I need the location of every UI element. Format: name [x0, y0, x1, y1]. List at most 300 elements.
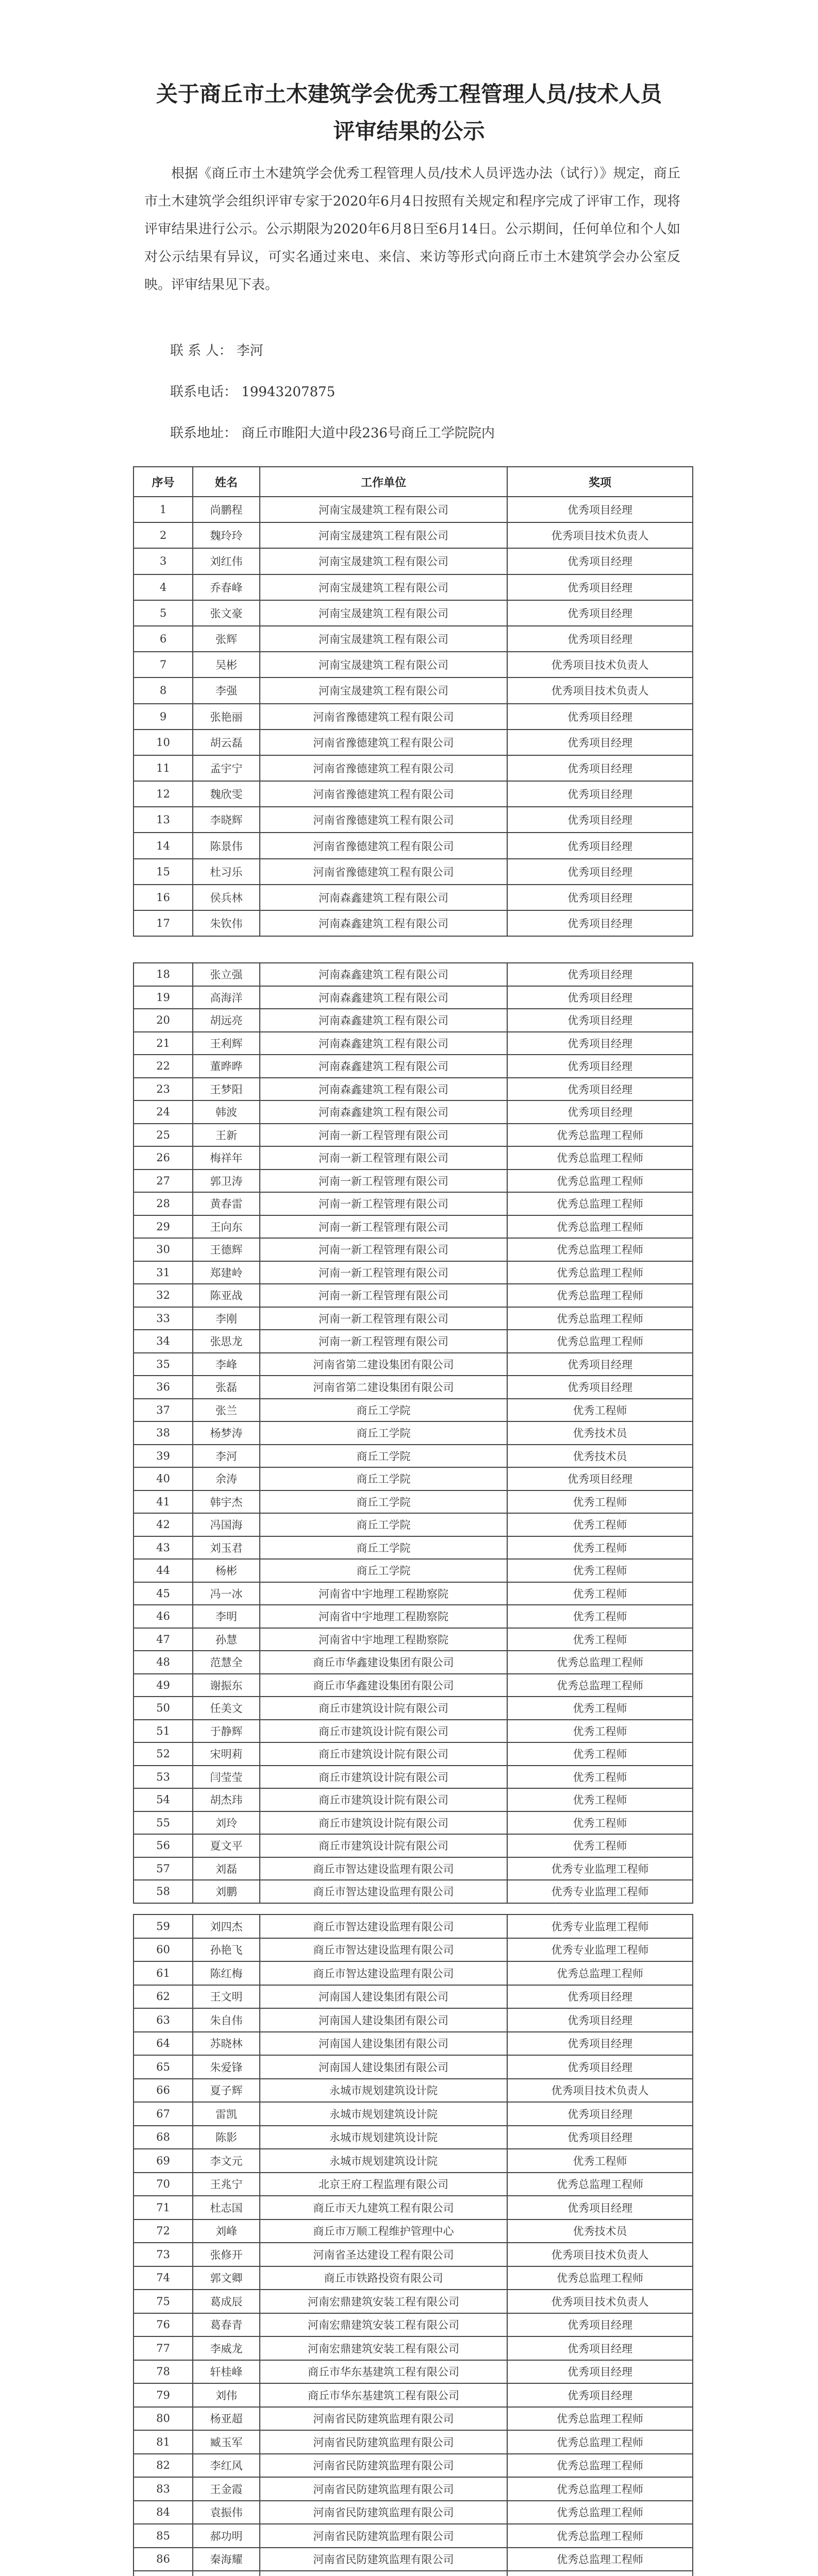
work-unit: 商丘市智达建设监理有限公司	[260, 1857, 507, 1880]
row-number: 53	[133, 1766, 193, 1789]
person-name: 乔春峰	[193, 574, 260, 600]
row-number: 8	[133, 677, 193, 703]
work-unit: 河南一新工程管理有限公司	[260, 1146, 507, 1170]
person-name: 葛成辰	[193, 2290, 260, 2313]
person-name: 秦海耀	[193, 2548, 260, 2571]
person-name: 李明	[193, 1605, 260, 1628]
work-unit: 商丘市建筑设计院有限公司	[260, 1788, 507, 1811]
row-number: 74	[133, 2266, 193, 2290]
table-row	[133, 1238, 693, 1261]
header-no: 序号	[133, 467, 193, 497]
table-row	[133, 1697, 693, 1720]
table-row	[133, 1215, 693, 1239]
work-unit: 河南一新工程管理有限公司	[260, 1192, 507, 1215]
person-name: 胡远亮	[193, 1009, 260, 1032]
table-row	[133, 2430, 693, 2454]
row-number: 56	[133, 1834, 193, 1857]
award-name: 优秀总监理工程师	[507, 1238, 693, 1261]
table-row	[133, 1376, 693, 1399]
person-name: 陈影	[193, 2126, 260, 2149]
award-name: 优秀总监理工程师	[507, 1215, 693, 1239]
person-name: 董晔晔	[193, 1055, 260, 1078]
work-unit: 河南宏鼎建筑安装工程有限公司	[260, 2290, 507, 2313]
award-name: 优秀项目经理	[507, 885, 693, 910]
award-name: 优秀项目经理	[507, 626, 693, 652]
person-name: 张文豪	[193, 600, 260, 626]
work-unit: 河南省民防建筑监理有限公司	[260, 2430, 507, 2454]
row-number: 66	[133, 2079, 193, 2103]
row-number: 50	[133, 1697, 193, 1720]
work-unit: 河南一新工程管理有限公司	[260, 1238, 507, 1261]
table-row	[133, 730, 693, 755]
table-row	[133, 781, 693, 807]
contact-phone	[170, 381, 335, 400]
table-row	[133, 2243, 693, 2266]
row-number: 69	[133, 2149, 193, 2173]
award-name: 优秀工程师	[507, 1788, 693, 1811]
person-name: 冯国海	[193, 1513, 260, 1536]
person-name: 雷凯	[193, 2102, 260, 2126]
contact-person-value: 李河	[236, 343, 263, 359]
work-unit: 河南省中宇地理工程勘察院	[260, 1628, 507, 1651]
table-row	[133, 2524, 693, 2548]
award-name: 优秀项目经理	[507, 2360, 693, 2384]
table-row	[133, 2126, 693, 2149]
award-name: 优秀技术员	[507, 2219, 693, 2243]
person-name: 胡杰玮	[193, 1788, 260, 1811]
table-row	[133, 1146, 693, 1170]
award-name: 优秀项目经理	[507, 910, 693, 936]
row-number: 3	[133, 548, 193, 574]
row-number: 25	[133, 1124, 193, 1147]
row-number: 14	[133, 833, 193, 858]
award-name: 优秀工程师	[507, 1811, 693, 1835]
work-unit: 商丘市天九建筑工程有限公司	[260, 2196, 507, 2219]
work-unit: 河南森鑫建筑工程有限公司	[260, 1032, 507, 1055]
work-unit: 永城市规划建筑设计院	[260, 2079, 507, 2103]
table-row	[133, 1330, 693, 1353]
row-number: 49	[133, 1674, 193, 1697]
row-number: 39	[133, 1445, 193, 1468]
table-row	[133, 2548, 693, 2571]
work-unit: 河南省民防建筑监理有限公司	[260, 2454, 507, 2478]
work-unit: 北京王府工程监理有限公司	[260, 2173, 507, 2196]
person-name: 范慧全	[193, 1651, 260, 1674]
person-name: 李强	[193, 677, 260, 703]
person-name: 苏晓林	[193, 2032, 260, 2056]
work-unit: 河南森鑫建筑工程有限公司	[260, 963, 507, 986]
award-name: 优秀项目经理	[507, 730, 693, 755]
work-unit: 河南一新工程管理有限公司	[260, 1330, 507, 1353]
table-row	[133, 2360, 693, 2384]
row-number: 11	[133, 755, 193, 781]
contact-phone-value: 19943207875	[241, 384, 336, 400]
table-row	[133, 677, 693, 703]
work-unit: 河南宝晟建筑工程有限公司	[260, 497, 507, 522]
header-award: 奖项	[507, 467, 693, 497]
person-name: 葛春青	[193, 2313, 260, 2337]
table-row	[133, 2290, 693, 2313]
work-unit: 河南省豫德建筑工程有限公司	[260, 781, 507, 807]
header-unit: 工作单位	[260, 467, 507, 497]
results-table-segment	[133, 1914, 693, 2576]
table-row	[133, 2336, 693, 2360]
row-number: 70	[133, 2173, 193, 2196]
table-row	[133, 1124, 693, 1147]
person-name: 李文元	[193, 2149, 260, 2173]
person-name: 梅祥年	[193, 1146, 260, 1170]
person-name: 刘玲	[193, 1811, 260, 1835]
table-row	[133, 1284, 693, 1307]
award-name: 优秀项目经理	[507, 833, 693, 858]
work-unit: 商丘市智达建设监理有限公司	[260, 1938, 507, 1962]
person-name: 夏子辉	[193, 2079, 260, 2103]
work-unit: 商丘工学院	[260, 1536, 507, 1560]
award-name: 优秀项目技术负责人	[507, 652, 693, 677]
row-number: 62	[133, 1985, 193, 2009]
work-unit: 商丘工学院	[260, 1467, 507, 1490]
row-number: 41	[133, 1490, 193, 1514]
row-number: 40	[133, 1467, 193, 1490]
table-row	[133, 1559, 693, 1582]
person-name: 王向东	[193, 1215, 260, 1239]
row-number: 15	[133, 859, 193, 885]
work-unit: 商丘市建筑设计院有限公司	[260, 1766, 507, 1789]
award-name: 优秀总监理工程师	[507, 1651, 693, 1674]
person-name: 郑建岭	[193, 1261, 260, 1284]
award-name: 优秀总监理工程师	[507, 1961, 693, 1985]
row-number: 10	[133, 730, 193, 755]
row-number: 81	[133, 2430, 193, 2454]
table-row	[133, 1582, 693, 1605]
award-name: 优秀项目经理	[507, 2102, 693, 2126]
award-name: 优秀工程师	[507, 1605, 693, 1628]
award-name: 优秀总监理工程师	[507, 1124, 693, 1147]
row-number: 9	[133, 704, 193, 730]
row-number: 24	[133, 1100, 193, 1124]
work-unit	[260, 2571, 507, 2576]
row-number: 2	[133, 522, 193, 548]
table-row	[133, 1445, 693, 1468]
award-name: 优秀项目经理	[507, 2196, 693, 2219]
award-name: 优秀项目经理	[507, 1353, 693, 1376]
work-unit: 河南一新工程管理有限公司	[260, 1307, 507, 1330]
work-unit: 河南宏鼎建筑安装工程有限公司	[260, 2336, 507, 2360]
person-name: 张兰	[193, 1399, 260, 1422]
table-row	[133, 2477, 693, 2501]
work-unit: 河南省民防建筑监理有限公司	[260, 2407, 507, 2431]
row-number: 67	[133, 2102, 193, 2126]
award-name: 优秀工程师	[507, 1697, 693, 1720]
contact-address-value: 商丘市睢阳大道中段236号商丘工学院院内	[241, 426, 495, 441]
work-unit: 商丘工学院	[260, 1421, 507, 1445]
person-name: 李红风	[193, 2454, 260, 2478]
row-number: 35	[133, 1353, 193, 1376]
row-number: 68	[133, 2126, 193, 2149]
award-name: 优秀总监理工程师	[507, 1146, 693, 1170]
person-name: 臧玉军	[193, 2430, 260, 2454]
row-number: 7	[133, 652, 193, 677]
table-row	[133, 1605, 693, 1628]
award-name: 优秀项目技术负责人	[507, 2290, 693, 2313]
work-unit: 河南国人建设集团有限公司	[260, 1985, 507, 2009]
award-name: 优秀项目经理	[507, 755, 693, 781]
row-number: 76	[133, 2313, 193, 2337]
contact-address-label: 联系地址：	[170, 426, 238, 441]
person-name: 轩桂峰	[193, 2360, 260, 2384]
award-name: 优秀总监理工程师	[507, 1284, 693, 1307]
work-unit: 河南森鑫建筑工程有限公司	[260, 910, 507, 936]
work-unit: 河南森鑫建筑工程有限公司	[260, 1100, 507, 1124]
table-row	[133, 1985, 693, 2009]
row-number: 72	[133, 2219, 193, 2243]
person-name: 魏玲玲	[193, 522, 260, 548]
person-name: 孙慧	[193, 1628, 260, 1651]
award-name: 优秀总监理工程师	[507, 2430, 693, 2454]
award-name: 优秀总监理工程师	[507, 1674, 693, 1697]
award-name: 优秀项目经理	[507, 986, 693, 1009]
row-number: 34	[133, 1330, 193, 1353]
row-number: 43	[133, 1536, 193, 1560]
row-number: 28	[133, 1192, 193, 1215]
work-unit: 河南森鑫建筑工程有限公司	[260, 1078, 507, 1101]
row-number: 18	[133, 963, 193, 986]
award-name: 优秀项目经理	[507, 1100, 693, 1124]
work-unit: 河南省第二建设集团有限公司	[260, 1353, 507, 1376]
award-name: 优秀总监理工程师	[507, 2524, 693, 2548]
table-row	[133, 1961, 693, 1985]
row-number: 19	[133, 986, 193, 1009]
table-row	[133, 1834, 693, 1857]
person-name: 孙艳飞	[193, 1938, 260, 1962]
person-name: 谢振东	[193, 1674, 260, 1697]
row-number: 61	[133, 1961, 193, 1985]
award-name: 优秀工程师	[507, 1490, 693, 1514]
award-name: 优秀项目经理	[507, 807, 693, 833]
row-number: 86	[133, 2548, 193, 2571]
work-unit: 河南省民防建筑监理有限公司	[260, 2501, 507, 2524]
work-unit: 商丘市铁路投资有限公司	[260, 2266, 507, 2290]
row-number: 46	[133, 1605, 193, 1628]
person-name: 吴彬	[193, 652, 260, 677]
person-name: 于静辉	[193, 1720, 260, 1743]
table-row	[133, 2196, 693, 2219]
award-name: 优秀项目技术负责人	[507, 522, 693, 548]
row-number: 36	[133, 1376, 193, 1399]
table-row	[133, 1720, 693, 1743]
person-name: 黄春雷	[193, 1192, 260, 1215]
row-number: 37	[133, 1399, 193, 1422]
award-name: 优秀项目经理	[507, 1985, 693, 2009]
work-unit: 河南国人建设集团有限公司	[260, 2032, 507, 2056]
work-unit: 河南省豫德建筑工程有限公司	[260, 755, 507, 781]
award-name: 优秀项目经理	[507, 1009, 693, 1032]
row-number: 83	[133, 2477, 193, 2501]
person-name: 张思龙	[193, 1330, 260, 1353]
table-row	[133, 1766, 693, 1789]
table-row	[133, 1742, 693, 1766]
row-number: 22	[133, 1055, 193, 1078]
award-name: 优秀专业监理工程师	[507, 1914, 693, 1938]
row-number: 30	[133, 1238, 193, 1261]
person-name: 郭文卿	[193, 2266, 260, 2290]
row-number: 5	[133, 600, 193, 626]
row-number: 55	[133, 1811, 193, 1835]
results-table-segment	[133, 962, 693, 1904]
table-row	[133, 1399, 693, 1422]
person-name: 李河	[193, 1445, 260, 1468]
table-row	[133, 1353, 693, 1376]
table-row	[133, 1307, 693, 1330]
award-name: 优秀技术员	[507, 1445, 693, 1468]
row-number: 58	[133, 1880, 193, 1903]
work-unit: 商丘工学院	[260, 1513, 507, 1536]
table-row	[133, 1880, 693, 1903]
person-name: 王金霞	[193, 2477, 260, 2501]
contact-person	[170, 340, 263, 359]
row-number: 51	[133, 1720, 193, 1743]
work-unit: 商丘工学院	[260, 1399, 507, 1422]
award-name: 优秀项目经理	[507, 2336, 693, 2360]
person-name: 韩宇杰	[193, 1490, 260, 1514]
award-name: 优秀项目经理	[507, 1078, 693, 1101]
table-row	[133, 2266, 693, 2290]
row-number: 60	[133, 1938, 193, 1962]
results-table-segment	[133, 466, 693, 937]
person-name: 刘玉君	[193, 1536, 260, 1560]
work-unit: 河南省圣达建设工程有限公司	[260, 2243, 507, 2266]
table-row	[133, 1628, 693, 1651]
award-name: 优秀工程师	[507, 1766, 693, 1789]
table-row	[133, 1192, 693, 1215]
contact-person-label: 联 系 人：	[170, 343, 232, 359]
award-name: 优秀总监理工程师	[507, 2477, 693, 2501]
person-name: 张磊	[193, 1376, 260, 1399]
row-number: 47	[133, 1628, 193, 1651]
row-number: 17	[133, 910, 193, 936]
work-unit: 河南省中宇地理工程勘察院	[260, 1582, 507, 1605]
table-row	[133, 522, 693, 548]
person-name: 胡云磊	[193, 730, 260, 755]
work-unit: 商丘市智达建设监理有限公司	[260, 1961, 507, 1985]
person-name: 任美文	[193, 1697, 260, 1720]
row-number: 80	[133, 2407, 193, 2431]
work-unit: 商丘市建筑设计院有限公司	[260, 1742, 507, 1766]
work-unit: 河南宝晟建筑工程有限公司	[260, 600, 507, 626]
person-name: 刘红伟	[193, 548, 260, 574]
row-number: 57	[133, 1857, 193, 1880]
work-unit: 商丘工学院	[260, 1445, 507, 1468]
award-name: 优秀项目经理	[507, 2055, 693, 2079]
award-name: 优秀工程师	[507, 1559, 693, 1582]
row-number: 64	[133, 2032, 193, 2056]
person-name: 陈景伟	[193, 833, 260, 858]
award-name: 优秀总监理工程师	[507, 1170, 693, 1193]
row-number: 31	[133, 1261, 193, 1284]
work-unit: 河南森鑫建筑工程有限公司	[260, 885, 507, 910]
work-unit: 商丘市华东基建筑工程有限公司	[260, 2383, 507, 2407]
work-unit: 永城市规划建筑设计院	[260, 2149, 507, 2173]
document-title-line1: 关于商丘市土木建筑学会优秀工程管理人员/技术人员	[156, 81, 662, 107]
person-name: 王利辉	[193, 1032, 260, 1055]
person-name: 陈红梅	[193, 1961, 260, 1985]
work-unit: 商丘市建筑设计院有限公司	[260, 1697, 507, 1720]
table-row	[133, 1078, 693, 1101]
person-name: 魏欣雯	[193, 781, 260, 807]
person-name: 王梦阳	[193, 1078, 260, 1101]
table-row	[133, 963, 693, 986]
row-number: 4	[133, 574, 193, 600]
row-number: 59	[133, 1914, 193, 1938]
award-name: 优秀项目技术负责人	[507, 2243, 693, 2266]
person-name: 李威龙	[193, 2336, 260, 2360]
intro-paragraph: 根据《商丘市土木建筑学会优秀工程管理人员/技术人员评选办法（试行）》规定，商丘市土木建筑学会组织评审专家于2020年6月4日按照有关规定和程序完成了评审工作，现将评审结果进行公示。公示期限为2020年6月8日至6月14日。公示期间，任何单位和个人如对公示结果有异议，可实名通过来电、来信、来访等形式向商丘市土木建筑学会办公室反映。评审结果见下表。	[144, 166, 680, 293]
table-row	[133, 1938, 693, 1962]
row-number: 21	[133, 1032, 193, 1055]
work-unit: 商丘市智达建设监理有限公司	[260, 1914, 507, 1938]
work-unit: 河南一新工程管理有限公司	[260, 1170, 507, 1193]
row-number: 54	[133, 1788, 193, 1811]
row-number: 79	[133, 2383, 193, 2407]
row-number: 26	[133, 1146, 193, 1170]
table-row	[133, 1032, 693, 1055]
work-unit: 永城市规划建筑设计院	[260, 2126, 507, 2149]
person-name: 刘峰	[193, 2219, 260, 2243]
person-name: 孟宇宁	[193, 755, 260, 781]
table-row	[133, 1009, 693, 1032]
work-unit: 河南宝晟建筑工程有限公司	[260, 574, 507, 600]
table-row	[133, 1100, 693, 1124]
work-unit: 河南森鑫建筑工程有限公司	[260, 1055, 507, 1078]
work-unit: 商丘工学院	[260, 1490, 507, 1514]
table-row	[133, 1055, 693, 1078]
row-number: 38	[133, 1421, 193, 1445]
row-number: 42	[133, 1513, 193, 1536]
row-number: 48	[133, 1651, 193, 1674]
table-row	[133, 1490, 693, 1514]
row-number: 77	[133, 2336, 193, 2360]
row-number: 16	[133, 885, 193, 910]
award-name: 优秀总监理工程师	[507, 2454, 693, 2478]
table-row	[133, 2454, 693, 2478]
person-name: 冯一冰	[193, 1582, 260, 1605]
table-header-row	[133, 467, 693, 497]
row-number: 73	[133, 2243, 193, 2266]
person-name: 王兆宁	[193, 2173, 260, 2196]
table-row	[133, 1513, 693, 1536]
work-unit: 河南省民防建筑监理有限公司	[260, 2524, 507, 2548]
work-unit: 河南一新工程管理有限公司	[260, 1215, 507, 1239]
award-name: 优秀项目经理	[507, 963, 693, 986]
work-unit: 河南一新工程管理有限公司	[260, 1124, 507, 1147]
work-unit: 河南宝晟建筑工程有限公司	[260, 626, 507, 652]
award-name: 优秀技术员	[507, 1421, 693, 1445]
person-name: 宋明莉	[193, 1742, 260, 1766]
row-number: 6	[133, 626, 193, 652]
table-row	[133, 833, 693, 858]
row-number: 32	[133, 1284, 193, 1307]
person-name: 郭卫涛	[193, 1170, 260, 1193]
award-name: 优秀项目经理	[507, 497, 693, 522]
table-row	[133, 1421, 693, 1445]
work-unit: 河南宝晟建筑工程有限公司	[260, 677, 507, 703]
work-unit: 河南省豫德建筑工程有限公司	[260, 859, 507, 885]
award-name: 优秀项目经理	[507, 2313, 693, 2337]
table-row	[133, 2079, 693, 2103]
table-row	[133, 1674, 693, 1697]
award-name: 优秀总监理工程师	[507, 2266, 693, 2290]
award-name	[507, 2571, 693, 2576]
